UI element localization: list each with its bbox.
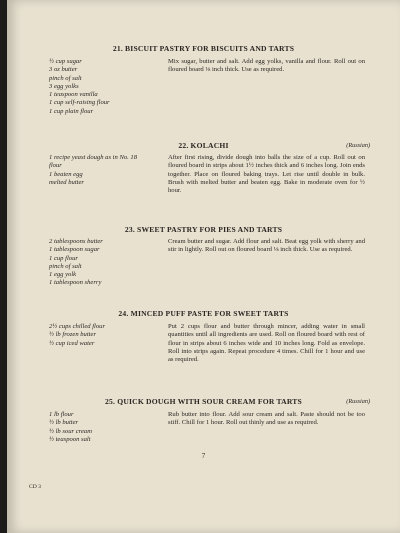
- ingredient-list: [49, 238, 167, 288]
- page-code: CD 3: [29, 484, 41, 490]
- recipe-origin: (Russian): [346, 142, 370, 149]
- ingredient-list: [49, 411, 167, 444]
- ingredient: melted butter: [49, 178, 84, 186]
- recipe-method: Rub butter into flour. Add sour cream and salt. Paste should not be too stiff. Chill for 1 hour. Roll out thinly and use as required.: [168, 411, 365, 427]
- ingredient: 2 tablespoons butter: [49, 238, 103, 245]
- recipe-origin: (Russian): [346, 398, 370, 405]
- recipe-method: Mix sugar, butter and salt. Add egg yolks, vanilla and flour. Roll out on floured board ⅛ inch thick. Use as required.: [168, 58, 365, 74]
- ingredient-list: [49, 154, 167, 187]
- ingredient: 1 tablespoon sugar: [49, 246, 100, 254]
- ingredient: ½ cup sugar: [49, 58, 82, 65]
- ingredient: ½ lb sour cream: [49, 427, 92, 435]
- ingredient: pinch of salt: [49, 262, 82, 270]
- ingredient: 1 teaspoon vanilla: [49, 91, 98, 99]
- ingredient: 1 egg yolk: [49, 271, 77, 279]
- cookbook-page: [7, 0, 400, 533]
- ingredient-list: [49, 323, 167, 348]
- ingredient: 1 cup self-raising flour: [49, 99, 110, 107]
- ingredient: flour: [49, 162, 62, 170]
- ingredient: ½ lb butter: [49, 419, 79, 427]
- ingredient: 1 recipe yeast dough as in No. 18: [49, 154, 138, 161]
- ingredient: 3 oz butter: [49, 66, 78, 74]
- recipe-method: Put 2 cups flour and butter through mincer, adding water in small quantities until all ingredients are used. Roll on floured board with rest of flour in strips about 6 inches wide and 10 inches long. Fold as envelope. Roll into strips again. Repeat procedure 4 times. Chill for 1 hour and use as required.: [168, 323, 365, 364]
- recipe-title: 21. BISCUIT PASTRY FOR BISCUITS AND TARTS: [112, 44, 295, 53]
- ingredient: ½ teaspoon salt: [49, 435, 91, 443]
- ingredient: 1 tablespoon sherry: [49, 279, 102, 287]
- recipe-title: 24. MINCED PUFF PASTE FOR SWEET TARTS: [118, 309, 289, 318]
- ingredient: 2½ cups chilled flour: [49, 323, 106, 330]
- ingredient: pinch of salt: [49, 74, 82, 82]
- recipe-title: 23. SWEET PASTRY FOR PIES AND TARTS: [124, 225, 283, 234]
- ingredient: 3 egg yolks: [49, 82, 79, 90]
- ingredient: 1 lb flour: [49, 411, 74, 418]
- ingredient-list: [49, 58, 167, 116]
- recipe-method: After first rising, divide dough into balls the size of a cup. Roll out on floured board in strips about 1½ inches thick and 6 inches long. Join ends together. Place on floured baking trays. Let rise until double in bulk. Brush with melted butter and beaten egg. Bake in moderate oven for ½ hour.: [168, 154, 365, 195]
- recipe-title: 22. KOLACHI: [178, 141, 229, 150]
- recipe-method: Cream butter and sugar. Add flour and salt. Beat egg yolk with sherry and stir in lightly. Roll out on floured board ⅛ inch thick. Use as required.: [168, 238, 365, 254]
- recipe-title: 25. QUICK DOUGH WITH SOUR CREAM FOR TARTS: [105, 397, 302, 406]
- ingredient: ½ cup iced water: [49, 339, 95, 347]
- ingredient: 1 cup flour: [49, 254, 78, 262]
- ingredient: 1 cup plain flour: [49, 107, 94, 115]
- ingredient: 1 beaten egg: [49, 170, 83, 178]
- page-number: 7: [201, 452, 206, 460]
- ingredient: ½ lb frozen butter: [49, 331, 97, 339]
